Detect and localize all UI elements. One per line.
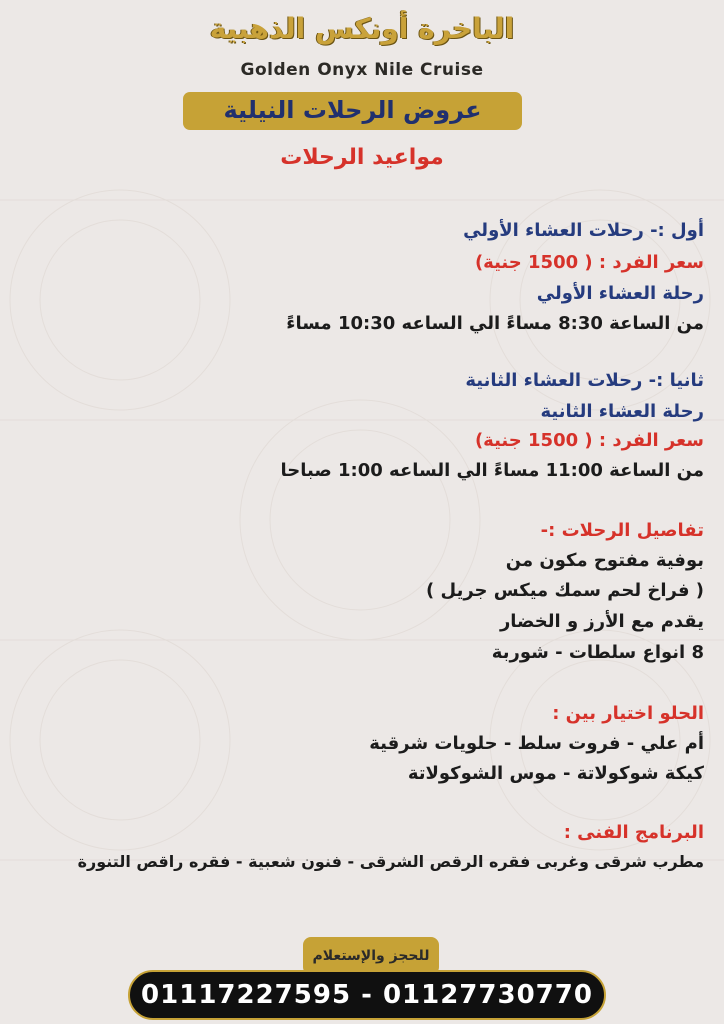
dessert-line-2: كيكة شوكولاتة - موس الشوكولاتة xyxy=(407,763,704,784)
trip1-time: من الساعة 8:30 مساءً الي الساعه 10:30 مساءً xyxy=(286,313,704,334)
art-heading: البرنامج الفنى : xyxy=(563,822,704,843)
details-line-4: 8 انواع سلطات - شوربة xyxy=(491,642,704,663)
trip2-title: ثانيا :- رحلات العشاء الثانية xyxy=(465,370,704,391)
trip2-time: من الساعة 11:00 مساءً الي الساعه 1:00 صباحا xyxy=(280,460,704,481)
details-line-1: بوفية مفتوح مكون من xyxy=(505,550,704,571)
dessert-heading: الحلو اختيار بين : xyxy=(552,703,704,724)
art-line-1: مطرب شرقى وغربى فقره الرقص الشرقى - فنون شعبية - فقره راقص التنورة xyxy=(77,852,704,871)
schedule-heading: مواعيد الرحلات xyxy=(280,145,444,170)
trip1-price: سعر الفرد : ( 1500 جنية) xyxy=(474,252,704,273)
phone-numbers[interactable]: 01117227595 - 01127730770 xyxy=(128,970,606,1020)
trip1-name: رحلة العشاء الأولي xyxy=(536,283,704,304)
title-english: Golden Onyx Nile Cruise xyxy=(240,60,484,80)
trip2-price: سعر الفرد : ( 1500 جنية) xyxy=(474,430,704,451)
title-arabic: الباخرة أونكس الذهبية xyxy=(209,12,515,45)
details-line-3: يقدم مع الأرز و الخضار xyxy=(499,611,704,632)
trip1-title: أول :- رحلات العشاء الأولي xyxy=(463,220,704,241)
trip2-name: رحلة العشاء الثانية xyxy=(540,401,704,422)
dessert-line-1: أم علي - فروت سلط - حلويات شرقية xyxy=(369,733,704,754)
offers-banner: عروض الرحلات النيلية xyxy=(183,92,522,130)
details-line-2: ( فراخ لحم سمك ميكس جريل ) xyxy=(426,580,704,601)
details-heading: تفاصيل الرحلات :- xyxy=(540,520,704,541)
booking-label: للحجز والإستعلام xyxy=(303,937,439,975)
